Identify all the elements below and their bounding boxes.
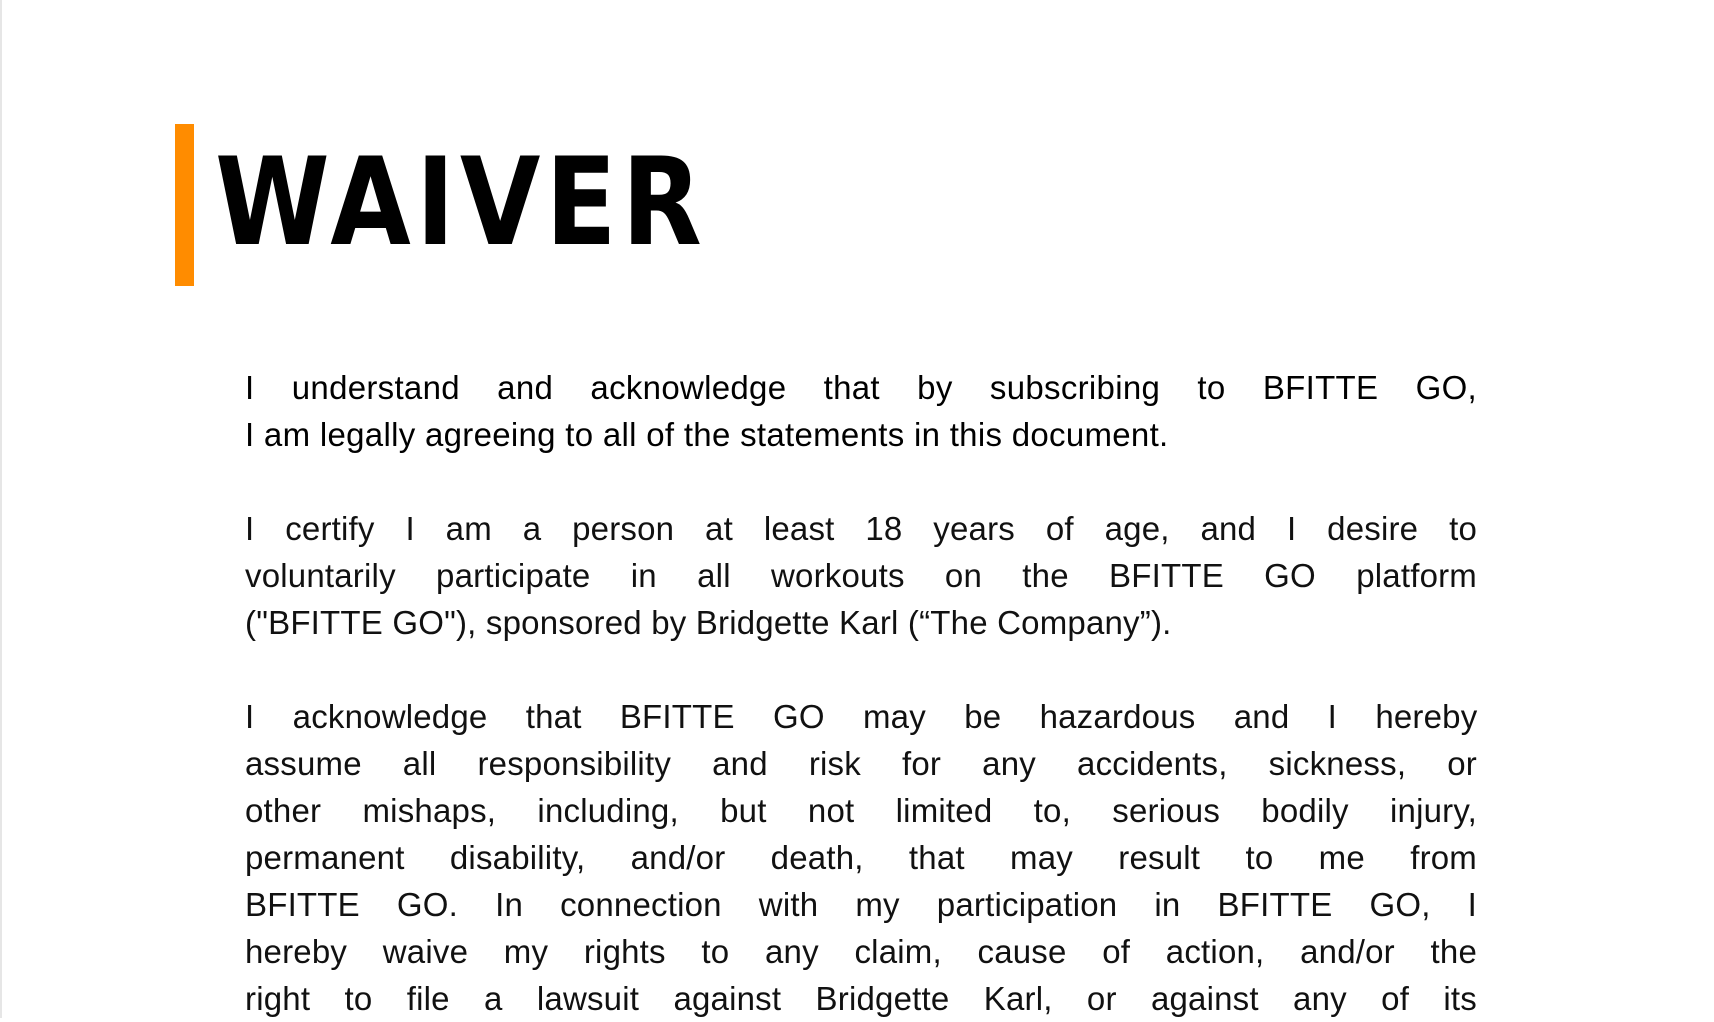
text-line: I certify I am a person at least 18 years of age, and I desire to — [245, 510, 1477, 547]
text-line: assume all responsibility and risk for any accidents, sickness, or — [245, 745, 1477, 782]
page-title: WAIVER — [215, 132, 708, 273]
acknowledgement-paragraph — [245, 364, 1477, 458]
text-line: other mishaps, including, but not limited to, serious bodily injury, — [245, 792, 1477, 829]
document-page — [2, 0, 1714, 1018]
text-line: permanent disability, and/or death, that may result to me from — [245, 839, 1477, 876]
text-line: hereby waive my rights to any claim, cause of action, and/or the — [245, 933, 1477, 970]
text-line: BFITTE GO. In connection with my participation in BFITTE GO, I — [245, 886, 1478, 923]
age-certification-paragraph — [245, 505, 1477, 646]
text-line: I understand and acknowledge that by subscribing to BFITTE GO, — [245, 369, 1477, 406]
risk-assumption-paragraph — [245, 693, 1477, 1022]
title-accent-bar — [175, 124, 194, 286]
text-line: right to file a lawsuit against Bridgette Karl, or against any of its — [245, 980, 1477, 1017]
text-line: ("BFITTE GO"), sponsored by Bridgette Karl (“The Company”). — [245, 604, 1172, 641]
text-line: I am legally agreeing to all of the statements in this document. — [245, 416, 1169, 453]
text-line: I acknowledge that BFITTE GO may be hazardous and I hereby — [245, 698, 1478, 735]
text-line: voluntarily participate in all workouts on the BFITTE GO platform — [245, 557, 1477, 594]
